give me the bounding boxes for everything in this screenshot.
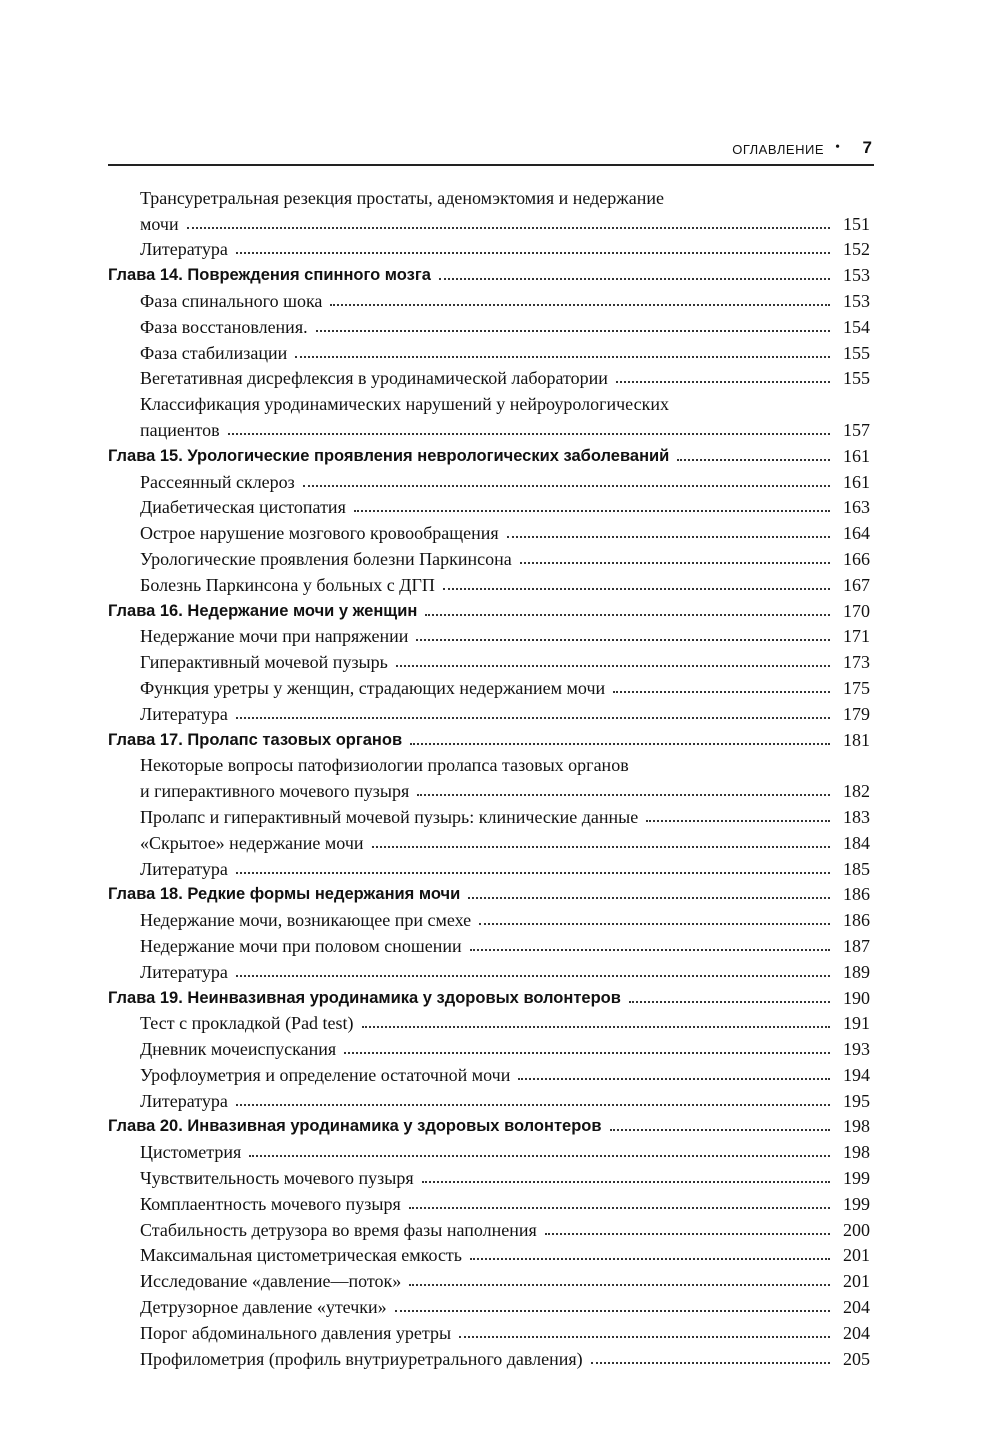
toc-entry-title: Недержание мочи, возникающее при смехе [140,910,472,931]
toc-chapter-entry [108,259,870,285]
dot-leader [470,949,830,951]
dot-leader [236,1104,830,1106]
toc-section-entry [108,363,870,389]
toc-page-number: 198 [843,1116,870,1137]
toc-section-entry [108,1188,870,1214]
toc-page-number: 161 [843,445,870,466]
dot-leader [249,1155,830,1157]
toc-entry-title: Некоторые вопросы патофизиологии пролапса тазовых органов [140,755,629,776]
toc-page-number: 189 [843,961,870,982]
toc-section-entry [108,956,870,982]
dot-leader [236,717,830,719]
toc-section-entry [108,621,870,647]
toc-page-number: 183 [843,806,870,827]
toc-entry-first-line [108,750,870,776]
toc-chapter-entry [108,440,870,466]
dot-leader [362,1026,830,1028]
toc-entry-first-line [108,388,870,414]
dot-leader [409,1284,830,1286]
toc-page-number: 171 [843,626,870,647]
toc-page-number: 157 [843,419,870,440]
toc-section-entry [108,1008,870,1034]
toc-entry-title: «Скрытое» недержание мочи [140,832,364,853]
toc-entry-title: Урологические проявления болезни Паркинсона [140,548,512,569]
toc-page-number: 200 [843,1219,870,1240]
dot-leader [409,1207,830,1209]
toc-section-entry [108,1343,870,1369]
toc-section-entry [108,466,870,492]
toc-entry-title: Стабильность детрузора во время фазы наполнения [140,1219,537,1240]
toc-entry-title: Детрузорное давление «утечки» [140,1297,387,1318]
toc-page-number: 173 [843,652,870,673]
toc-chapter-entry [108,982,870,1008]
toc-section-entry [108,827,870,853]
toc-page-number: 198 [843,1142,870,1163]
toc-entry-title: Глава 20. Инвазивная уродинамика у здоровых волонтеров [108,1117,602,1136]
toc-entry-title: Классификация уродинамических нарушений у нейроурологических [140,394,669,415]
toc-page-number: 195 [843,1090,870,1111]
toc-page-number: 193 [843,1039,870,1060]
dot-leader [395,1310,830,1312]
dot-leader [416,639,830,641]
toc-entry-title: Тест с прокладкой (Pad test) [140,1013,354,1034]
toc-page-number: 155 [843,342,870,363]
toc-entry-title: Функция уретры у женщин, страдающих недержанием мочи [140,677,606,698]
dot-leader [470,1258,830,1260]
toc-section-entry [108,1059,870,1085]
dot-leader [417,794,830,796]
toc-page-number: 191 [843,1013,870,1034]
toc-section-entry [108,904,870,930]
toc-entry-title: Гиперактивный мочевой пузырь [140,652,388,673]
dot-leader [646,820,830,822]
toc-entry-title: Глава 14. Повреждения спинного мозга [108,266,431,285]
toc-chapter-entry [108,724,870,750]
dot-leader [610,1129,830,1131]
toc-entry-title: Литература [140,858,228,879]
toc-section-entry [108,1265,870,1291]
toc-section-entry [108,801,870,827]
toc-section-entry [108,698,870,724]
toc-section-entry [108,1033,870,1059]
toc-section-entry [108,517,870,543]
toc-section-entry [108,1085,870,1111]
running-head-title: ОГЛАВЛЕНИЕ [732,142,824,157]
toc-section-entry [108,234,870,260]
toc-page-number: 161 [843,471,870,492]
toc-section-entry [108,208,870,234]
toc-section-entry [108,775,870,801]
bullet-separator: • [835,140,840,155]
toc-page-number: 205 [843,1348,870,1369]
toc-section-entry [108,1214,870,1240]
toc-entry-title: Чувствительность мочевого пузыря [140,1168,414,1189]
toc-page-number: 151 [843,213,870,234]
toc-entry-title: Рассеянный склероз [140,471,295,492]
toc-entry-title: Дневник мочеиспускания [140,1039,337,1060]
toc-entry-title: Пролапс и гиперактивный мочевой пузырь: клинические данные [140,806,639,827]
toc-page-number: 204 [843,1322,870,1343]
toc-section-entry [108,1240,870,1266]
toc-entry-title: Профилометрия (профиль внутриуретрального давления) [140,1348,583,1369]
toc-entry-title: Глава 19. Неинвазивная уродинамика у здоровых волонтеров [108,988,621,1007]
toc-section-entry [108,492,870,518]
dot-leader [520,562,830,564]
toc-page-number: 190 [843,987,870,1008]
toc-page-number: 179 [843,703,870,724]
toc-section-entry [108,337,870,363]
dot-leader [187,227,830,229]
toc-section-entry [108,672,870,698]
dot-leader [677,459,830,461]
toc-page-number: 186 [843,910,870,931]
toc-page-number: 181 [843,729,870,750]
toc-section-entry [108,1291,870,1317]
toc-entry-title: Литература [140,703,228,724]
toc-page-number: 185 [843,858,870,879]
toc-entry-title: Литература [140,239,228,260]
toc-entry-title: Литература [140,1090,228,1111]
toc-page-number: 184 [843,832,870,853]
running-head [108,138,874,166]
toc-entry-title: Фаза восстановления. [140,316,308,337]
dot-leader [629,1001,830,1003]
toc-entry-title: мочи [140,213,179,234]
toc-entry-first-line [108,182,870,208]
toc-section-entry [108,1317,870,1343]
toc-page-number: 199 [843,1168,870,1189]
dot-leader [468,897,830,899]
toc-entry-title: Острое нарушение мозгового кровообращения [140,523,499,544]
dot-leader [422,1181,830,1183]
toc-page-number: 164 [843,523,870,544]
toc-entry-title: Исследование «давление—поток» [140,1271,402,1292]
toc-section-entry [108,569,870,595]
toc-section-entry [108,414,870,440]
toc-chapter-entry [108,879,870,905]
dot-leader [330,304,830,306]
toc-entry-title: Недержание мочи при половом сношении [140,935,462,956]
dot-leader [545,1233,830,1235]
toc-entry-title: Диабетическая цистопатия [140,497,346,518]
toc-page-number: 201 [843,1245,870,1266]
dot-leader [228,433,830,435]
toc-section-entry [108,853,870,879]
dot-leader [236,975,830,977]
toc-section-entry [108,646,870,672]
toc-section-entry [108,285,870,311]
toc-entry-title: Фаза стабилизации [140,342,288,363]
toc-chapter-entry [108,595,870,621]
toc-page-number: 152 [843,239,870,260]
toc-page-number: 182 [843,781,870,802]
toc-entry-title: Урофлоуметрия и определение остаточной мочи [140,1064,511,1085]
toc-page-number: 187 [843,935,870,956]
toc-entry-title: Вегетативная дисрефлексия в уродинамической лаборатории [140,368,608,389]
toc-section-entry [108,930,870,956]
toc-entry-title: Глава 15. Урологические проявления неврологических заболеваний [108,446,670,465]
toc-page-number: 175 [843,677,870,698]
toc-page-number: 201 [843,1271,870,1292]
dot-leader [443,588,830,590]
toc-entry-title: Глава 18. Редкие формы недержания мочи [108,885,461,904]
dot-leader [616,381,830,383]
dot-leader [410,743,830,745]
toc-entry-title: Фаза спинального шока [140,290,323,311]
toc-page-number: 163 [843,497,870,518]
dot-leader [425,614,830,616]
toc-page-number: 154 [843,316,870,337]
dot-leader [507,536,830,538]
toc-entry-title: Недержание мочи при напряжении [140,626,409,647]
dot-leader [316,330,830,332]
table-of-contents [108,182,870,1369]
toc-entry-title: Комплаентность мочевого пузыря [140,1193,401,1214]
toc-entry-title: Цистометрия [140,1142,242,1163]
toc-page-number: 199 [843,1193,870,1214]
dot-leader [459,1336,830,1338]
toc-section-entry [108,311,870,337]
toc-entry-title: Трансуретральная резекция простаты, аденомэктомия и недержание [140,187,664,208]
toc-page-number: 194 [843,1064,870,1085]
dot-leader [518,1078,830,1080]
toc-entry-title: и гиперактивного мочевого пузыря [140,781,410,802]
toc-chapter-entry [108,1111,870,1137]
dot-leader [372,846,830,848]
page-number: 7 [862,138,872,157]
toc-page-number: 155 [843,368,870,389]
toc-page-number: 166 [843,548,870,569]
toc-entry-title: Максимальная цистометрическая емкость [140,1245,463,1266]
dot-leader [439,278,830,280]
toc-section-entry [108,1162,870,1188]
toc-page-number: 204 [843,1297,870,1318]
toc-entry-title: Литература [140,961,228,982]
toc-entry-title: Болезнь Паркинсона у больных с ДГП [140,574,435,595]
toc-page-number: 153 [843,265,870,286]
dot-leader [295,356,830,358]
dot-leader [396,665,830,667]
toc-entry-title: Глава 17. Пролапс тазовых органов [108,730,403,749]
dot-leader [591,1362,830,1364]
toc-page-number: 167 [843,574,870,595]
toc-section-entry [108,1136,870,1162]
dot-leader [479,923,830,925]
dot-leader [236,252,830,254]
toc-entry-title: Порог абдоминального давления уретры [140,1322,452,1343]
toc-entry-title: Глава 16. Недержание мочи у женщин [108,601,418,620]
toc-page-number: 170 [843,600,870,621]
toc-page-number: 186 [843,884,870,905]
toc-entry-title: пациентов [140,419,220,440]
dot-leader [236,872,830,874]
dot-leader [303,485,830,487]
dot-leader [613,691,830,693]
dot-leader [344,1052,830,1054]
toc-section-entry [108,543,870,569]
dot-leader [354,510,830,512]
toc-page-number: 153 [843,290,870,311]
